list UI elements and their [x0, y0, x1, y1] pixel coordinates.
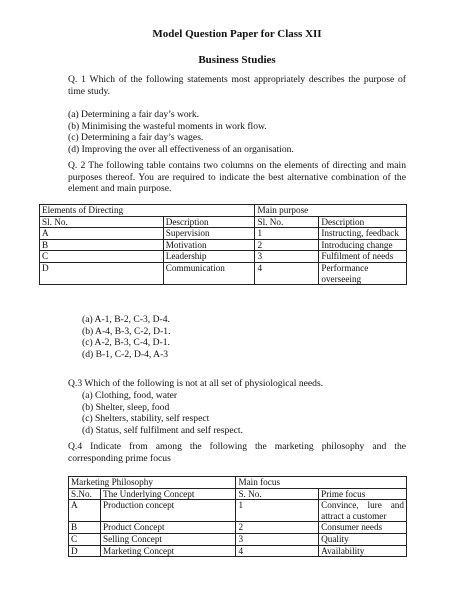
table-cell: Selling Concept [101, 533, 236, 545]
column-header: S.No. [69, 488, 101, 500]
column-header: The Underlying Concept [101, 488, 236, 500]
table-row [69, 545, 407, 557]
table-header-row [40, 216, 407, 228]
q3-option-d: (d) Status, self fulfilment and self respect. [82, 424, 243, 436]
q2-option-b: (b) A-4, B-3, C-2, D-1. [82, 325, 171, 337]
table-cell: Communication [163, 262, 255, 284]
q1-option-d: (d) Improving the over all effectiveness of an organisation. [68, 143, 294, 155]
table-cell: 4 [255, 262, 319, 284]
table-cell: Leadership [163, 251, 255, 263]
table-cell: C [69, 533, 101, 545]
table-cell: 1 [236, 500, 319, 522]
table-cell: Product Concept [101, 522, 236, 534]
table-row [40, 239, 407, 251]
group-header-right: Main focus [236, 477, 407, 489]
question-3-text: Q.3 Which of the following is not at all set of physiological needs. [68, 378, 324, 389]
table-cell: 2 [236, 522, 319, 534]
table-cell: A [40, 228, 164, 240]
table-cell: D [69, 545, 101, 557]
q2-option-d: (d) B-1, C-2, D-4, A-3 [82, 348, 169, 360]
table-cell: Marketing Concept [101, 545, 236, 557]
table-cell: Quality [319, 533, 407, 545]
directing-elements-table [39, 204, 407, 285]
column-header: Sl. No. [255, 216, 319, 228]
table-cell: Supervision [163, 228, 255, 240]
subject-title: Business Studies [198, 54, 276, 66]
table-cell: 3 [255, 251, 319, 263]
table-cell: Convince, lure and attract a customer [319, 500, 407, 522]
group-header-right: Main purpose [255, 205, 407, 217]
table-cell: C [40, 251, 164, 263]
question-2-text: Q. 2 The following table contains two columns on the elements of directing and main purposes thereof. You are required to indicate the best alternative combination of the element and main purpose. [68, 160, 406, 194]
table-header-row [69, 488, 407, 500]
table-row [40, 251, 407, 263]
column-header: Description [163, 216, 255, 228]
table-row [69, 522, 407, 534]
question-2-options [82, 314, 402, 360]
q1-option-a: (a) Determining a fair day’s work. [68, 109, 200, 120]
table-row [69, 500, 407, 522]
table-cell: D [40, 262, 164, 284]
table-row [40, 228, 407, 240]
table-cell: Fulfilment of needs [319, 251, 407, 263]
column-header: S. No. [236, 488, 319, 500]
paper-title: Model Question Paper for Class XII [152, 28, 322, 40]
table-cell: Production concept [101, 500, 236, 522]
q1-option-b: (b) Minimising the wasteful moments in work flow. [68, 120, 267, 132]
table-cell: B [40, 239, 164, 251]
table-cell: Availability [319, 545, 407, 557]
table-cell: B [69, 522, 101, 534]
table-cell: A [69, 500, 101, 522]
column-header: Prime focus [319, 488, 407, 500]
q3-option-c: (c) Shelters, stability, self respect [82, 413, 210, 424]
group-header-left: Marketing Philosophy [69, 477, 236, 489]
table-cell: Instructing, feedback [319, 228, 407, 240]
question-4-text: Q.4 Indicate from among the following the marketing philosophy and the corresponding prime focus [68, 441, 406, 464]
question-3-options [82, 390, 402, 436]
column-header: Description [319, 216, 407, 228]
table-cell: Introducing change [319, 239, 407, 251]
group-header-left: Elements of Directing [40, 205, 255, 217]
q2-option-a: (a) A-1, B-2, C-3, D-4. [82, 314, 170, 325]
q3-option-a: (a) Clothing, food, water [82, 390, 178, 401]
question-1-options [68, 109, 406, 155]
table-cell: 4 [236, 545, 319, 557]
question-1-text: Q. 1 Which of the following statements most appropriately describes the purpose of time study. [68, 74, 406, 97]
table-cell: 3 [236, 533, 319, 545]
q2-option-c: (c) A-2, B-3, C-4, D-1. [82, 337, 170, 348]
table-cell: 2 [255, 239, 319, 251]
table-row [69, 533, 407, 545]
marketing-philosophy-table [68, 476, 407, 557]
table-cell: 1 [255, 228, 319, 240]
column-header: Sl. No. [40, 216, 164, 228]
table-group-header-row [69, 477, 407, 489]
table-cell: Motivation [163, 239, 255, 251]
table-cell: Consumer needs [319, 522, 407, 534]
table-group-header-row [40, 205, 407, 217]
q3-option-b: (b) Shelter, sleep, food [82, 401, 170, 413]
table-cell: Performance overseeing [319, 262, 407, 284]
q1-option-c: (c) Determining a fair day’s wages. [68, 132, 204, 143]
table-row [40, 262, 407, 284]
